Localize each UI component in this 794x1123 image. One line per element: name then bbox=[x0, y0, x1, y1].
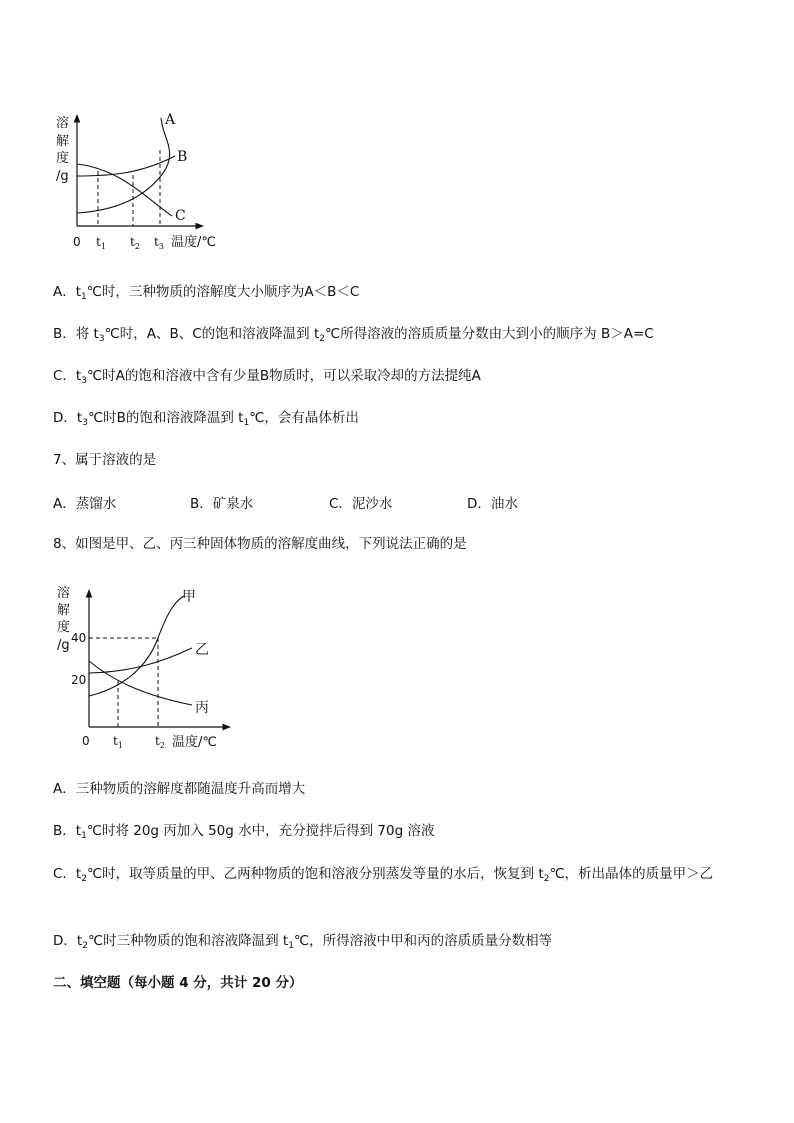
x-tick-t2: $t_2$ bbox=[155, 734, 165, 750]
y-axis-label-4: /g bbox=[57, 638, 70, 653]
y-tick-20: 20 bbox=[71, 673, 87, 687]
solubility-chart-1 bbox=[50, 105, 230, 255]
solubility-chart-2 bbox=[52, 580, 242, 755]
q8-option-a: A．三种物质的溶解度都随温度升高而增大 bbox=[53, 781, 306, 797]
x-tick-t1: $t_1$ bbox=[96, 235, 106, 251]
curve-yi bbox=[89, 648, 192, 673]
curve-label-bing: 丙 bbox=[195, 700, 209, 716]
curve-a bbox=[77, 118, 170, 213]
q6-option-a: A．$t_1℃$时，三种物质的溶解度大小顺序为A＜B＜C bbox=[53, 284, 360, 302]
origin-label: 0 bbox=[82, 734, 90, 748]
curve-jia bbox=[89, 596, 184, 696]
q8-option-d: D．$t_2℃$时三种物质的饱和溶液降温到 $t_1℃$，所得溶液中甲和丙的溶质质量分数相等 bbox=[53, 933, 553, 951]
q6-option-b: B．将 $t_3℃$时，A、B、C的饱和溶液降温到 $t_2℃$所得溶液的溶质质量分数由大到小的顺序为 B＞A=C bbox=[53, 326, 654, 344]
curve-label-yi: 乙 bbox=[195, 642, 209, 658]
curve-c bbox=[77, 164, 172, 216]
y-axis-label-3: 度 bbox=[57, 620, 71, 635]
curve-label-jia: 甲 bbox=[182, 589, 196, 605]
y-axis-label-1: 溶 bbox=[56, 116, 70, 131]
q8-option-c: C．$t_2℃$时，取等质量的甲、乙两种物质的饱和溶液分别蒸发等量的水后，恢复到 $t_2℃$，析出晶体的质量甲＞乙 bbox=[53, 866, 714, 884]
x-axis-label: 温度/℃ bbox=[172, 735, 217, 750]
curve-label-c: C bbox=[175, 208, 186, 224]
y-axis-label-1: 溶 bbox=[57, 586, 71, 601]
q7-option-b: B．矿泉水 bbox=[190, 496, 254, 512]
x-tick-t1: $t_1$ bbox=[113, 734, 123, 750]
q7-option-d: D．油水 bbox=[467, 496, 518, 512]
y-axis-label-3: 度 bbox=[56, 151, 70, 166]
q6-option-d: D．$t_3℃$时B的饱和溶液降温到 $t_1℃$，会有晶体析出 bbox=[53, 410, 359, 428]
q7-stem: 7、属于溶液的是 bbox=[53, 452, 157, 468]
x-axis-label: 温度/℃ bbox=[171, 235, 216, 250]
q7-option-c: C．泥沙水 bbox=[329, 496, 393, 512]
y-tick-40: 40 bbox=[71, 631, 87, 645]
curve-label-b: B bbox=[177, 149, 188, 165]
q6-option-c: C．$t_3℃$时A的饱和溶液中含有少量B物质时，可以采取冷却的方法提纯A bbox=[53, 368, 481, 386]
section-title: 二、填空题（每小题 4 分，共计 20 分） bbox=[53, 975, 303, 991]
x-tick-t3: $t_3$ bbox=[154, 235, 164, 251]
curve-label-a: A bbox=[165, 112, 176, 128]
y-axis-label-2: 解 bbox=[57, 603, 71, 618]
q8-option-b: B．$t_1℃$时将 20g 丙加入 50g 水中，充分搅拌后得到 70g 溶液 bbox=[53, 823, 435, 841]
q8-stem: 8、如图是甲、乙、丙三种固体物质的溶解度曲线，下列说法正确的是 bbox=[53, 536, 467, 552]
x-tick-t2: $t_2$ bbox=[130, 235, 140, 251]
origin-label: 0 bbox=[73, 235, 81, 249]
y-axis-label-2: 解 bbox=[56, 134, 70, 149]
y-axis-label-4: /g bbox=[56, 169, 69, 184]
q7-option-a: A．蒸馏水 bbox=[53, 496, 117, 512]
